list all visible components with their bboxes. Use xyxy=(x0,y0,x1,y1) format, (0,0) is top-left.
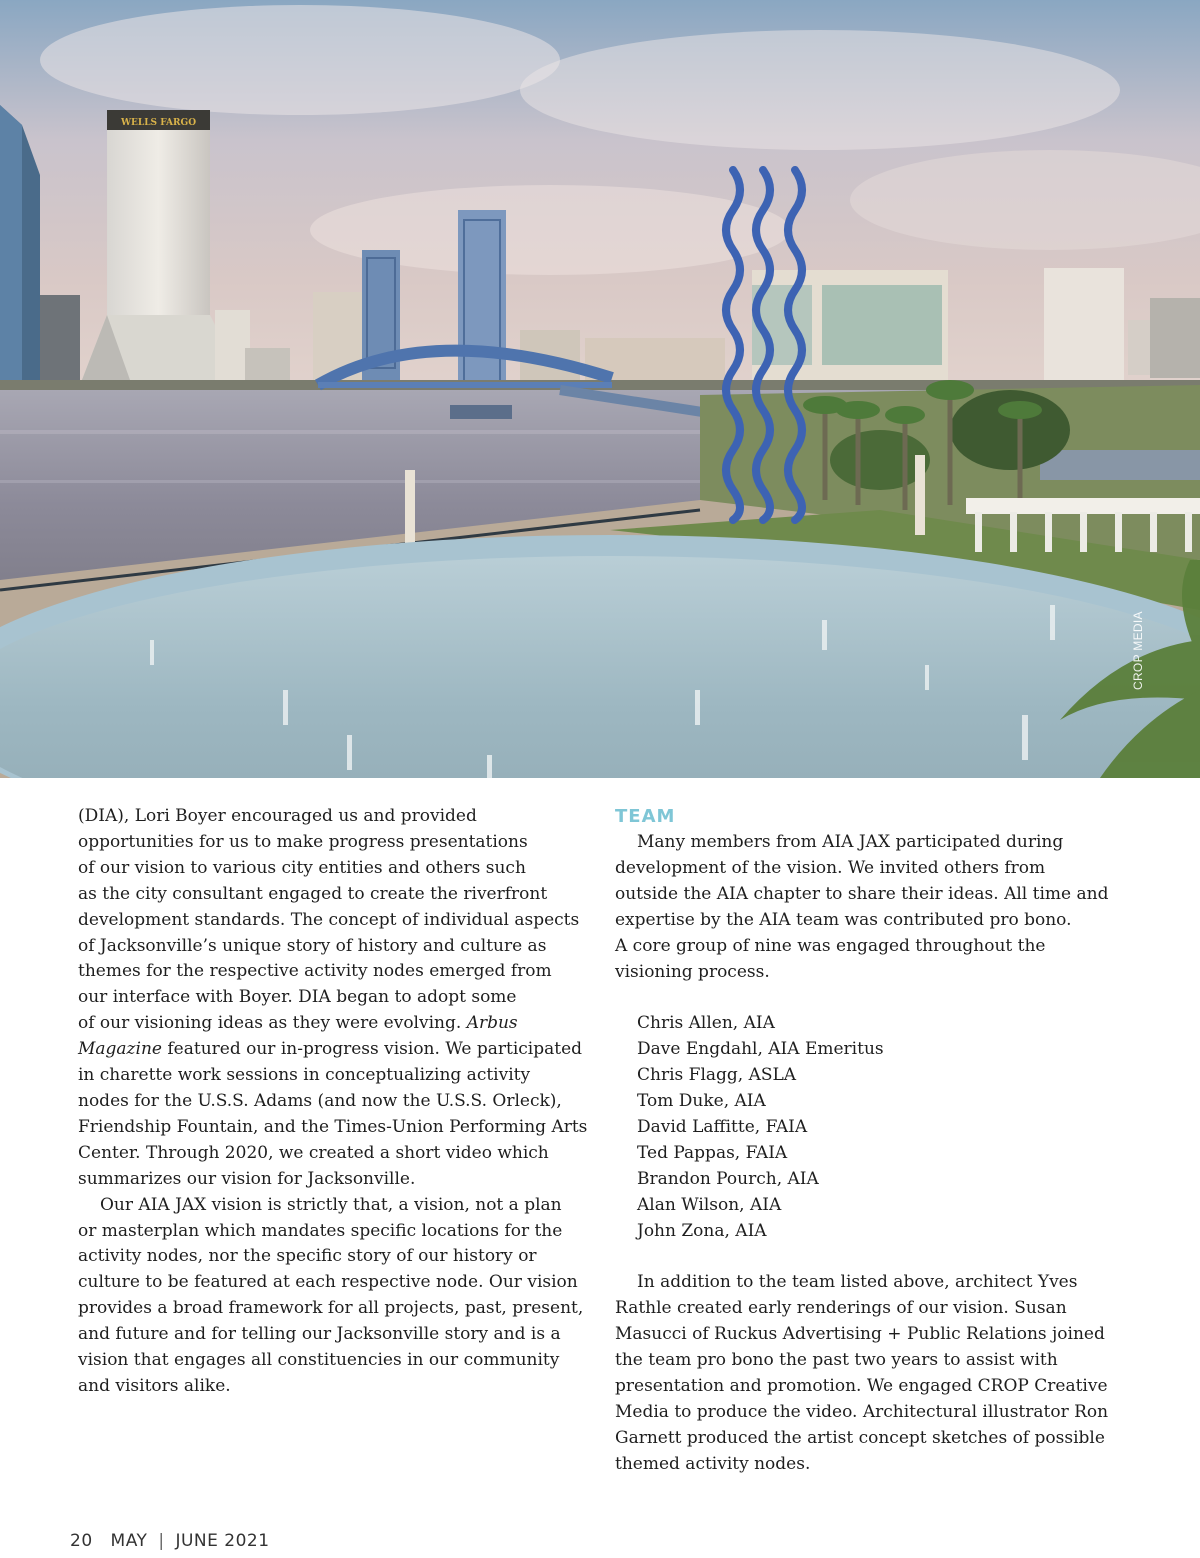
text-line: culture to be featured at each respective node. Our vision xyxy=(78,1272,578,1293)
text-segment: featured our in-progress vision. We participated xyxy=(161,1039,583,1060)
text-line xyxy=(78,1037,598,1063)
team-member: Chris Allen, AIA xyxy=(637,1013,775,1034)
text-line: the team pro bono the past two years to assist with xyxy=(615,1350,1058,1371)
left-paragraph-2 xyxy=(78,1193,598,1400)
team-member: Brandon Pourch, AIA xyxy=(637,1168,819,1189)
text-line: themes for the respective activity nodes emerged from xyxy=(78,961,552,982)
issue-month: MAY xyxy=(110,1531,148,1551)
text-line: themed activity nodes. xyxy=(615,1453,811,1474)
left-column xyxy=(78,804,598,1400)
team-member: John Zona, AIA xyxy=(637,1220,767,1241)
text-line: opportunities for us to make progress presentations xyxy=(78,831,528,852)
text-line xyxy=(78,1011,598,1037)
text-line: development of the vision. We invited others from xyxy=(615,857,1046,878)
text-line: In addition to the team listed above, architect Yves xyxy=(637,1272,1078,1293)
text-line: Rathle created early renderings of our vision. Susan xyxy=(615,1298,1067,1319)
text-line: Masucci of Ruckus Advertising + Public Relations joined xyxy=(615,1324,1105,1345)
text-line: and future and for telling our Jacksonville story and is a xyxy=(78,1324,561,1345)
right-column xyxy=(615,804,1135,1478)
team-member: Chris Flagg, ASLA xyxy=(637,1065,797,1086)
text-line: expertise by the AIA team was contributed pro bono. xyxy=(615,909,1072,930)
text-line: (DIA), Lori Boyer encouraged us and provided xyxy=(78,806,477,826)
text-line: A core group of nine was engaged throughout the xyxy=(615,935,1046,956)
text-line: provides a broad framework for all projects, past, present, xyxy=(78,1298,584,1319)
magazine-title-italic: Magazine xyxy=(78,1039,162,1060)
text-line: visioning process. xyxy=(615,961,770,982)
team-member: Alan Wilson, AIA xyxy=(637,1194,782,1215)
footer-separator: | xyxy=(158,1531,165,1551)
wells-fargo-sign: WELLS FARGO xyxy=(120,118,197,128)
text-line: nodes for the U.S.S. Adams (and now the U.S.S. Orleck), xyxy=(78,1090,562,1111)
text-line: and visitors alike. xyxy=(78,1375,231,1396)
text-line: our interface with Boyer. DIA began to adopt some xyxy=(78,987,517,1008)
left-paragraph-1 xyxy=(78,804,598,1193)
text-line: Our AIA JAX vision is strictly that, a vision, not a plan xyxy=(100,1194,562,1215)
section-heading-team: TEAM xyxy=(615,806,676,827)
team-member: David Laffitte, FAIA xyxy=(637,1116,808,1137)
text-line: in charette work sessions in conceptualizing activity xyxy=(78,1065,531,1086)
page-number: 20 xyxy=(70,1531,93,1551)
team-list xyxy=(615,1011,1135,1244)
text-line: Media to produce the video. Architectural illustrator Ron xyxy=(615,1401,1109,1422)
magazine-title-italic: Arbus xyxy=(466,1013,518,1034)
issue-date: JUNE 2021 xyxy=(175,1531,270,1551)
text-line: Many members from AIA JAX participated during xyxy=(637,832,1064,852)
text-line: Center. Through 2020, we created a short video which xyxy=(78,1142,549,1163)
text-line: presentation and promotion. We engaged CROP Creative xyxy=(615,1376,1108,1396)
text-line: of Jacksonville’s unique story of history and culture as xyxy=(78,935,547,956)
text-line: Garnett produced the artist concept sketches of possible xyxy=(615,1427,1105,1448)
spacer xyxy=(615,985,1135,1011)
text-line: as the city consultant engaged to create the riverfront xyxy=(78,883,548,904)
text-segment: of our visioning ideas as they were evolving. xyxy=(78,1013,467,1034)
jacksonville-riverfront-photo xyxy=(0,0,1200,778)
team-member: Dave Engdahl, AIA Emeritus xyxy=(637,1039,884,1060)
text-line: outside the AIA chapter to share their ideas. All time and xyxy=(615,883,1109,904)
text-line: of our vision to various city entities and others such xyxy=(78,857,526,878)
right-paragraph-2 xyxy=(615,1270,1135,1477)
text-line: development standards. The concept of individual aspects xyxy=(78,909,580,930)
photo-credit: CROP MEDIA xyxy=(1131,611,1145,690)
text-line: vision that engages all constituencies in our community xyxy=(78,1350,560,1371)
team-member: Tom Duke, AIA xyxy=(637,1091,766,1112)
text-line: Friendship Fountain, and the Times-Union Performing Arts xyxy=(78,1116,588,1137)
text-line: summarizes our vision for Jacksonville. xyxy=(78,1168,416,1189)
spacer xyxy=(615,1244,1135,1270)
right-paragraph-1 xyxy=(615,830,1135,985)
text-line: or masterplan which mandates specific locations for the xyxy=(78,1220,563,1241)
header-photo xyxy=(0,0,1200,778)
team-member: Ted Pappas, FAIA xyxy=(637,1142,788,1163)
text-line: activity nodes, nor the specific story of our history or xyxy=(78,1246,537,1267)
page-footer xyxy=(70,1531,270,1551)
